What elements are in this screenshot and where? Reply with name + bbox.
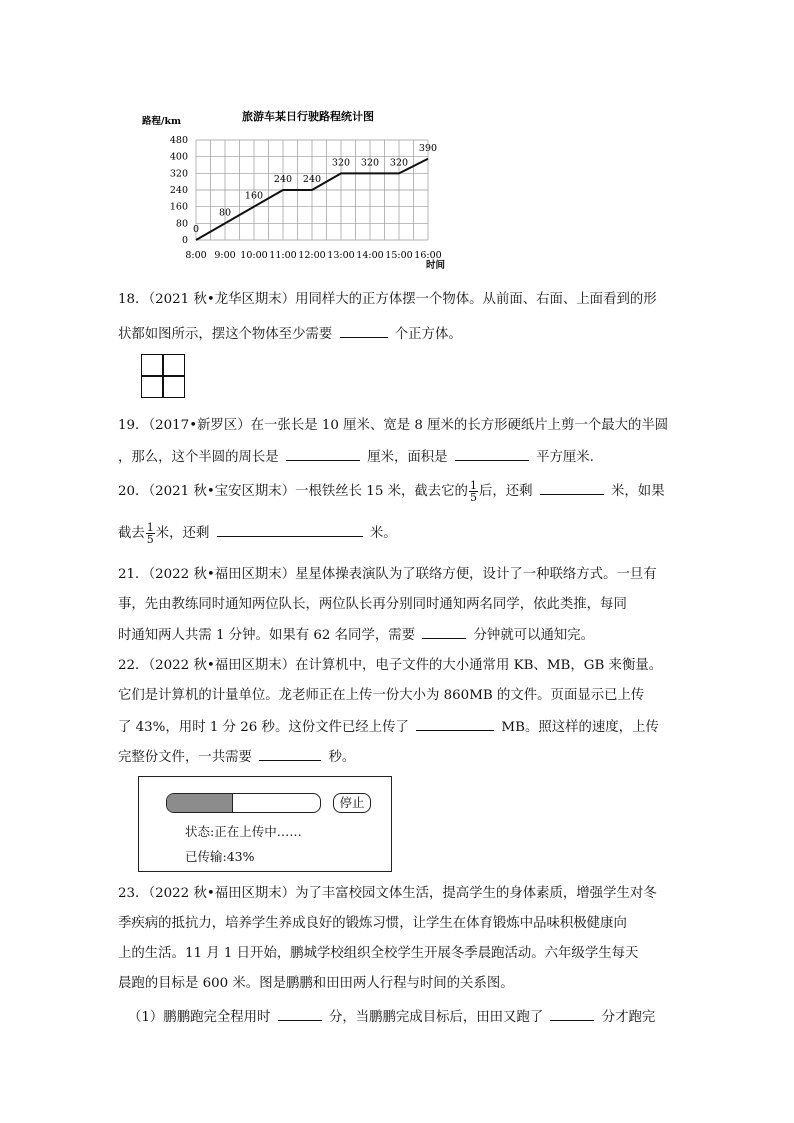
q18-line1: 18．（2021 秋•龙华区期末）用同样大的正方体摆一个物体。从前面、右面、上面看到的形	[118, 292, 657, 307]
data-label: 320	[331, 157, 351, 169]
x-tick-label: 14:00	[356, 250, 384, 261]
q22-text-d: 秒。	[328, 750, 356, 765]
q19-perimeter-blank[interactable]	[286, 448, 360, 461]
q20-blank-2[interactable]	[217, 524, 363, 537]
q19-line2	[118, 448, 594, 465]
q23-line3: 上的生活。11 月 1 日开始，鹏城学校组织全校学生开展冬季晨跑活动。六年级学生每天	[118, 946, 639, 961]
data-label: 320	[389, 157, 409, 169]
q20-text-e: 米，还剩	[155, 526, 210, 541]
q20-text-f: 米。	[369, 526, 397, 541]
q22-line2: 它们是计算机的计量单位。龙老师正在上传一份大小为 860MB 的文件。页面显示已上传	[118, 688, 645, 703]
q23-line1: 23．（2022 秋•福田区期末）为了丰富校园文体生活，提高学生的身体素质，增强学生对冬	[118, 886, 657, 901]
data-label: 390	[418, 142, 438, 154]
q19-area-blank[interactable]	[455, 448, 529, 461]
q21-line1: 21．（2022 秋•福田区期末）星星体操表演队为了联络方便，设计了一种联络方式。一旦有	[118, 567, 657, 582]
q22-text-c: 完整份文件，一共需要	[118, 750, 252, 765]
q21-line2: 事，先由教练同时通知两位队长，两位队长再分别同时通知两名同学，依此类推，每同	[118, 597, 627, 612]
q20-text-c: 米，如果	[611, 484, 665, 499]
y-tick-label: 480	[169, 135, 188, 146]
q22-line1: 22．（2022 秋•福田区期末）在计算机中，电子文件的大小通常用 KB、MB，GB 来衡量。	[118, 658, 663, 673]
q22-line3	[118, 718, 659, 735]
y-tick-label: 240	[169, 185, 188, 196]
upload-status-text: 状态:正在上传中……	[185, 824, 302, 839]
fraction-denominator: 5	[146, 533, 154, 546]
y-tick-label: 320	[169, 168, 188, 180]
stop-button[interactable]	[333, 793, 371, 813]
figure-horizontal-line	[142, 375, 184, 377]
q23-text-b: 分，当鹏鹏完成目标后，田田又跑了	[328, 1010, 544, 1025]
q22-text-b: MB。照这样的速度，上传	[501, 720, 659, 735]
q23-extra-blank[interactable]	[550, 1008, 594, 1021]
q20-text-d: 截去	[118, 526, 145, 541]
x-tick-label: 15:00	[385, 250, 413, 261]
q23-text-a: （1）鹏鹏跑完全程用时	[128, 1010, 271, 1025]
upload-progress-bar	[166, 793, 321, 813]
q20-line2	[118, 522, 397, 545]
q19-line1: 19．（2017•新罗区）在一张长是 10 厘米、宽是 8 厘米的长方形硬纸片上剪一个最大的半圆	[118, 418, 669, 433]
y-axis-label: 路程/km	[142, 116, 182, 127]
x-tick-label: 10:00	[240, 250, 268, 261]
fraction-numerator: 1	[146, 521, 154, 534]
q22-line4	[118, 748, 355, 765]
data-label: 160	[244, 190, 264, 202]
chart-series	[193, 143, 437, 240]
data-label: 240	[273, 174, 293, 185]
q20-blank-1[interactable]	[540, 482, 604, 495]
q18-line2	[118, 325, 462, 342]
x-tick-label: 16:00	[414, 250, 442, 261]
upload-dialog	[138, 776, 392, 872]
x-tick-label: 11:00	[269, 250, 297, 261]
y-tick-label: 400	[169, 151, 188, 163]
upload-progress-fill	[167, 794, 233, 812]
data-label: 80	[218, 207, 232, 219]
y-tick-label: 0	[181, 235, 188, 246]
q23-text-c: 分才跑完	[601, 1010, 656, 1025]
q23-line4: 晨跑的目标是 600 米。图是鹏鹏和田田两人行程与时间的关系图。	[118, 976, 514, 991]
x-axis-label: 时间	[426, 260, 446, 271]
q21-text-a: 时通知两人共需 1 分钟。如果有 62 名同学，需要	[118, 628, 416, 643]
q19-text-c: 平方厘米.	[536, 450, 594, 465]
q18-view-figure	[141, 354, 185, 398]
y-tick-label: 80	[175, 218, 188, 230]
chart-title: 旅游车某日行驶路程统计图	[242, 110, 374, 123]
q20-text-b: 后，还剩	[478, 484, 533, 499]
q23-line2: 季疾病的抵抗力，培养学生养成良好的锻炼习惯，让学生在体育锻炼中品味积极健康向	[118, 916, 627, 931]
q20-fraction-1	[469, 480, 478, 503]
data-label: 320	[360, 157, 380, 169]
q18-answer-blank[interactable]	[340, 325, 388, 338]
fraction-denominator: 5	[469, 491, 477, 504]
fraction-numerator: 1	[469, 479, 477, 492]
q22-seconds-blank[interactable]	[259, 748, 321, 761]
distance-chart	[130, 100, 470, 280]
q20-line1	[118, 480, 665, 503]
q21-answer-blank[interactable]	[422, 626, 466, 639]
q20-fraction-2	[146, 522, 155, 545]
x-tick-label: 12:00	[298, 250, 326, 261]
q21-line3	[118, 626, 594, 643]
chart-svg	[130, 100, 470, 280]
q19-text-b: 厘米，面积是	[367, 450, 448, 465]
upload-transferred-text: 已传输:43%	[185, 849, 255, 864]
stop-button-label: 停止	[339, 795, 365, 810]
x-tick-label: 13:00	[327, 250, 355, 261]
q18-text-b: 个正方体。	[394, 327, 462, 342]
q23-time-blank[interactable]	[278, 1008, 322, 1021]
q19-text-a: ，那么，这个半圆的周长是	[118, 450, 279, 465]
q21-text-b: 分钟就可以通知完。	[473, 628, 595, 643]
q22-text-a: 了 43%，用时 1 分 26 秒。这份文件已经上传了	[118, 720, 409, 735]
q18-text-a: 状都如图所示，摆这个物体至少需要	[118, 327, 333, 342]
q23-sub1	[128, 1008, 655, 1025]
q20-text-a: 20．（2021 秋•宝安区期末）一根铁丝长 15 米，截去它的	[118, 484, 468, 499]
x-tick-label: 8:00	[185, 250, 207, 261]
y-tick-label: 160	[169, 201, 188, 213]
x-tick-label: 9:00	[214, 250, 236, 261]
data-label: 0	[192, 224, 200, 235]
data-label: 240	[302, 174, 322, 185]
q22-uploaded-blank[interactable]	[416, 718, 494, 731]
